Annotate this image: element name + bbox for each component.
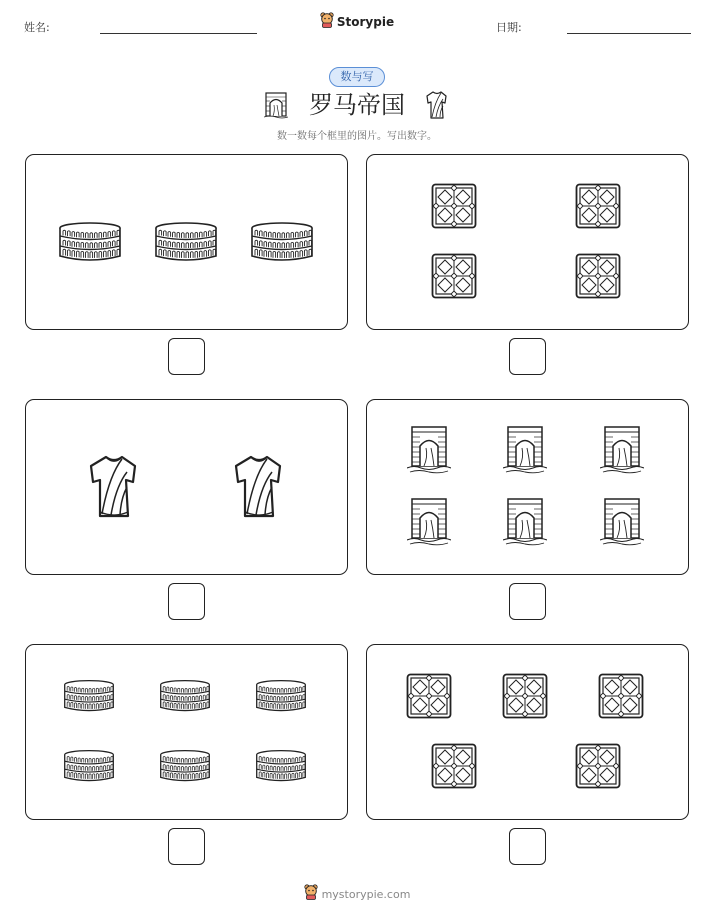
footer-url: mystorypie.com bbox=[321, 887, 411, 901]
count-panel-6 bbox=[366, 644, 689, 820]
brand-logo bbox=[0, 12, 714, 32]
colosseum-icon bbox=[58, 221, 122, 267]
colosseum-icon bbox=[250, 221, 314, 267]
mosaic-tile-icon bbox=[502, 673, 548, 723]
colosseum-icon bbox=[159, 679, 211, 717]
aqueduct-icon bbox=[600, 424, 644, 478]
mosaic-tile-icon bbox=[431, 743, 477, 793]
answer-box-1[interactable] bbox=[168, 338, 205, 375]
name-label: 姓名: bbox=[24, 21, 50, 34]
aqueduct-icon bbox=[503, 496, 547, 550]
brand-name: Storypie bbox=[336, 15, 395, 29]
count-panel-2 bbox=[366, 154, 689, 330]
answer-box-3[interactable] bbox=[168, 583, 205, 620]
colosseum-icon bbox=[63, 749, 115, 787]
mosaic-tile-icon bbox=[406, 673, 452, 723]
name-line[interactable] bbox=[100, 33, 257, 34]
aqueduct-icon bbox=[503, 424, 547, 478]
mosaic-tile-icon bbox=[598, 673, 644, 723]
answer-box-5[interactable] bbox=[168, 828, 205, 865]
aqueduct-icon bbox=[600, 496, 644, 550]
aqueduct-icon bbox=[407, 496, 451, 550]
page-title: 罗马帝国 bbox=[309, 91, 405, 119]
mosaic-tile-icon bbox=[575, 183, 621, 233]
toga-icon bbox=[89, 454, 139, 524]
mosaic-tile-icon bbox=[431, 183, 477, 233]
count-panel-5 bbox=[25, 644, 348, 820]
date-label: 日期: bbox=[496, 21, 522, 34]
mosaic-tile-icon bbox=[431, 253, 477, 303]
date-line[interactable] bbox=[567, 33, 691, 34]
answer-box-2[interactable] bbox=[509, 338, 546, 375]
mosaic-tile-icon bbox=[575, 743, 621, 793]
colosseum-icon bbox=[159, 749, 211, 787]
aqueduct-icon bbox=[407, 424, 451, 478]
title-row bbox=[0, 88, 714, 122]
count-panel-1 bbox=[25, 154, 348, 330]
toga-icon bbox=[426, 90, 448, 124]
count-panel-4 bbox=[366, 399, 689, 575]
answer-box-6[interactable] bbox=[509, 828, 546, 865]
aqueduct-icon bbox=[264, 91, 288, 123]
count-panel-3 bbox=[25, 399, 348, 575]
mosaic-tile-icon bbox=[575, 253, 621, 303]
colosseum-icon bbox=[255, 679, 307, 717]
worksheet-type-badge: 数与写 bbox=[329, 67, 385, 87]
toga-icon bbox=[234, 454, 284, 524]
storypie-mascot-icon bbox=[320, 12, 334, 32]
instructions: 数一数每个框里的图片。写出数字。 bbox=[277, 131, 437, 142]
colosseum-icon bbox=[63, 679, 115, 717]
colosseum-icon bbox=[255, 749, 307, 787]
colosseum-icon bbox=[154, 221, 218, 267]
footer bbox=[0, 884, 714, 904]
answer-box-4[interactable] bbox=[509, 583, 546, 620]
storypie-mascot-icon bbox=[304, 884, 318, 904]
